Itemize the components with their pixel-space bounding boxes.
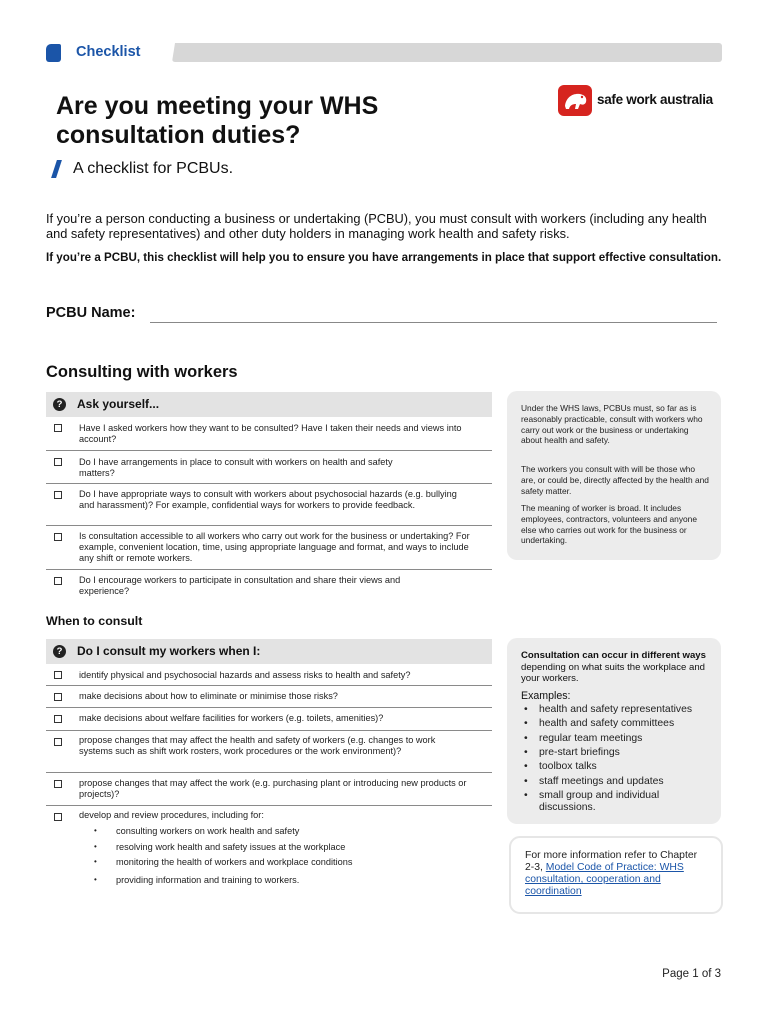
pcbu-name-label: PCBU Name: bbox=[46, 305, 136, 321]
subtitle-accent-slash bbox=[51, 160, 62, 178]
info-paragraph: The meaning of worker is broad. It includes employees, contractors, volunteers and anyone else who carries out work for the business or undertaking. bbox=[521, 503, 697, 546]
consult-when-header bbox=[46, 639, 492, 664]
checklist-row bbox=[46, 417, 492, 451]
checklist-item-text: Have I asked workers how they want to be consulted? Have I taken their needs and views into account? bbox=[79, 423, 462, 444]
document-type-label: Checklist bbox=[76, 44, 141, 60]
checklist-row bbox=[46, 665, 492, 686]
intro-bold-paragraph: If you’re a PCBU, this checklist will help you to ensure you have arrangements in place that support effective consultation. bbox=[46, 251, 722, 264]
pcbu-name-field[interactable] bbox=[150, 322, 717, 323]
more-information-text: For more information refer to Chapter 2-3, Model Code of Practice: WHS consultation, cooperation and coordination bbox=[525, 850, 698, 897]
checkbox[interactable] bbox=[54, 458, 62, 466]
checklist-item-text: develop and review procedures, including for: bbox=[79, 810, 264, 820]
checklist-item-text: propose changes that may affect the health and safety of workers (e.g. changes to work systems such as shift work rosters, work procedures or the work environment)? bbox=[79, 735, 436, 756]
ask-yourself-heading: Ask yourself... bbox=[77, 397, 160, 411]
question-icon: ? bbox=[53, 398, 66, 411]
consultation-ways-heading: Consultation can occur in different ways depending on what suits the workplace and your workers. bbox=[521, 650, 706, 684]
section-heading: Consulting with workers bbox=[46, 363, 238, 381]
info-paragraph: Under the WHS laws, PCBUs must, so far as is reasonably practicable, consult with workers who carry out work or the business or undertaking about health and safety. bbox=[521, 403, 703, 446]
checkbox[interactable] bbox=[54, 738, 62, 746]
page-title: Are you meeting your WHS consultation duties? bbox=[56, 92, 379, 149]
checklist-item-text: Do I encourage workers to participate in consultation and share their views and experience? bbox=[79, 575, 401, 596]
header-bar bbox=[172, 43, 722, 62]
checklist-item-text: Is consultation accessible to all workers who carry out work for the business or undertaking? For example, convenient location, time, using appropriate language and format, and ways to include any shift or remote workers. bbox=[79, 531, 470, 563]
checklist-item-text: Do I have appropriate ways to consult with workers about psychosocial hazards (e.g. bullying and harassment)? For example, confidential ways for workers to provide feedback. bbox=[79, 489, 457, 510]
checklist-tag-icon bbox=[46, 44, 61, 62]
checklist-row bbox=[46, 731, 492, 773]
checkbox[interactable] bbox=[54, 577, 62, 585]
checklist-item-text: make decisions about welfare facilities for workers (e.g. toilets, amenities)? bbox=[79, 713, 384, 723]
checkbox[interactable] bbox=[54, 780, 62, 788]
checklist-row bbox=[46, 484, 492, 526]
ask-yourself-header bbox=[46, 392, 492, 417]
consult-when-heading: Do I consult my workers when I: bbox=[77, 644, 261, 658]
page-number: Page 1 of 3 bbox=[662, 968, 721, 980]
info-paragraph: The workers you consult with will be those who are, or could be, directly affected by the health and safety matter. bbox=[521, 464, 709, 496]
checklist-row bbox=[46, 773, 492, 806]
when-to-consult-label: When to consult bbox=[46, 614, 143, 628]
logo-wordmark: safe work australia bbox=[597, 92, 713, 107]
checklist-row bbox=[46, 686, 492, 708]
checklist-item-text: identify physical and psychosocial hazards and assess risks to health and safety? bbox=[79, 670, 411, 680]
checkbox[interactable] bbox=[54, 533, 62, 541]
checkbox[interactable] bbox=[54, 715, 62, 723]
checkbox[interactable] bbox=[54, 424, 62, 432]
whs-laws-info-box bbox=[507, 391, 721, 560]
checkbox[interactable] bbox=[54, 491, 62, 499]
examples-label: Examples: bbox=[521, 690, 571, 702]
checkbox[interactable] bbox=[54, 813, 62, 821]
checklist-row bbox=[46, 526, 492, 570]
checklist-item-text: propose changes that may affect the work (e.g. purchasing plant or introducing new products or projects)? bbox=[79, 778, 467, 799]
checklist-item-text: Do I have arrangements in place to consult with workers on health and safety matters? bbox=[79, 457, 393, 478]
code-of-practice-link[interactable]: Model Code of Practice: WHS consultation, cooperation and coordination bbox=[525, 862, 684, 897]
checklist-row bbox=[46, 708, 492, 731]
more-information-box bbox=[509, 836, 723, 914]
kangaroo-logo-icon bbox=[558, 85, 592, 116]
checklist-row bbox=[46, 570, 492, 600]
checklist-item-text: make decisions about how to eliminate or minimise those risks? bbox=[79, 691, 338, 701]
page-subtitle: A checklist for PCBUs. bbox=[73, 160, 234, 177]
question-icon: ? bbox=[53, 645, 66, 658]
intro-paragraph: If you’re a person conducting a business or undertaking (PCBU), you must consult with workers (including any health and safety representatives) and other duty holders in managing work health and safety risks. bbox=[46, 211, 707, 241]
checklist-row bbox=[46, 451, 492, 484]
checkbox[interactable] bbox=[54, 693, 62, 701]
consultation-ways-box: Consultation can occur in different ways depending on what suits the workplace and your workers. Examples: • health and safety representatives • health and safety committees • regular team meetings • pre-start briefings • toolbox talks • staff meetings and updates • small group and individual discussions. bbox=[507, 638, 721, 824]
checkbox[interactable] bbox=[54, 671, 62, 679]
safe-work-australia-logo bbox=[558, 85, 723, 116]
